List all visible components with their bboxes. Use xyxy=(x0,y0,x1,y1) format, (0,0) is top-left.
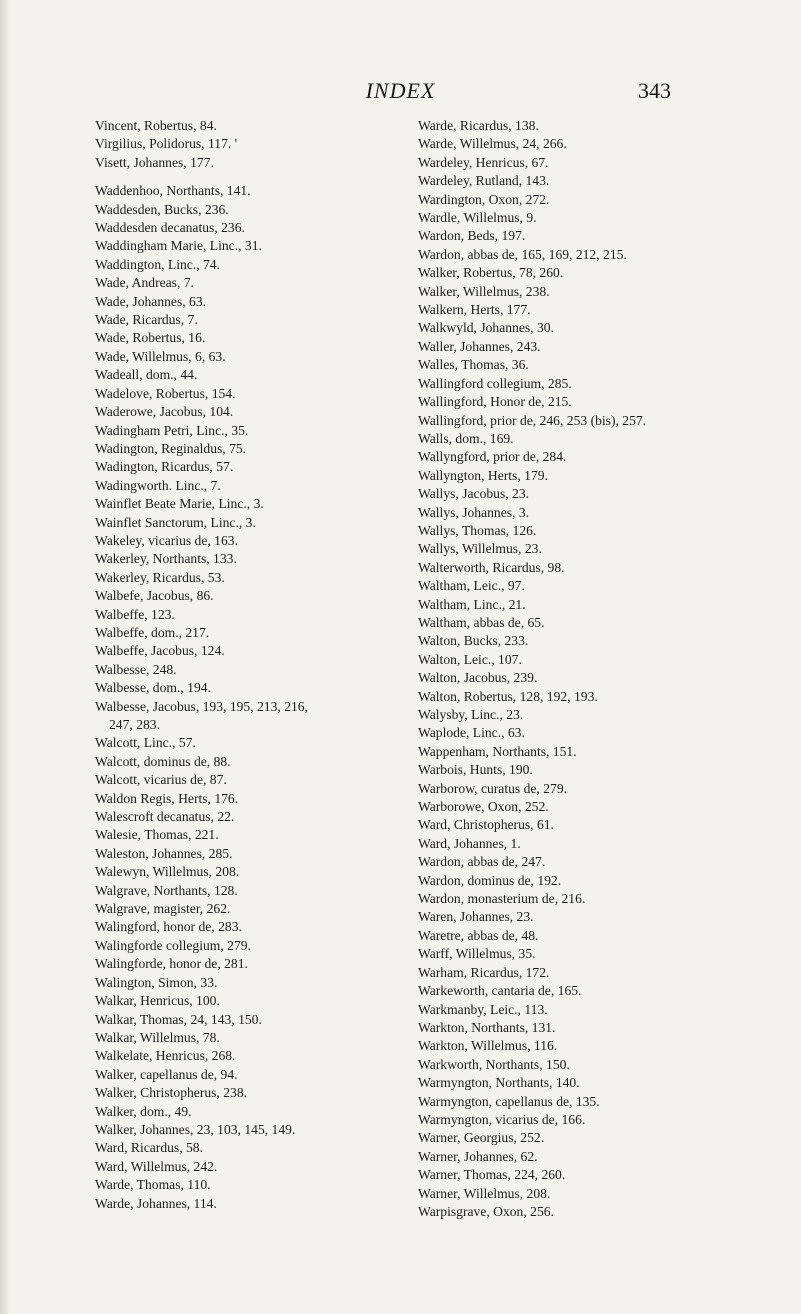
index-entry: Wallys, Thomas, 126. xyxy=(418,522,537,538)
index-entry: Walker, Christopherus, 238. xyxy=(95,1085,248,1101)
index-entry: Walbesse, Jacobus, 193, 195, 213, 216, xyxy=(95,698,308,714)
index-entry: Waddenhoo, Northants, 141. xyxy=(95,183,251,199)
index-entry: Walysby, Linc., 23. xyxy=(418,707,524,722)
index-entry: Wade, Ricardus, 7. xyxy=(95,312,198,328)
index-entry: Warkton, Willelmus, 116. xyxy=(418,1038,558,1054)
index-entry: Warner, Johannes, 62. xyxy=(418,1148,538,1164)
index-entry: Wadelove, Robertus, 154. xyxy=(95,385,236,401)
index-entry: Visett, Johannes, 177. xyxy=(95,154,214,170)
index-entry: Wade, Robertus, 16. xyxy=(95,330,206,346)
index-entry: Wainflet Sanctorum, Linc., 3. xyxy=(95,514,256,530)
index-entry: Vincent, Robertus, 84. xyxy=(95,118,217,133)
index-entry: Walker, dom., 49. xyxy=(95,1103,192,1119)
running-title: INDEX xyxy=(365,78,436,103)
index-entry: 247, 283. xyxy=(109,717,160,732)
index-entry: Warmyngton, Northants, 140. xyxy=(418,1075,580,1091)
index-entry: Walbeffe, dom., 217. xyxy=(95,624,210,640)
index-entry: Warde, Johannes, 114. xyxy=(95,1195,217,1211)
index-entry: Warkeworth, cantaria de, 165. xyxy=(418,983,582,999)
index-entry: Walker, Johannes, 23, 103, 145, 149. xyxy=(95,1121,296,1137)
index-entry: Wadington, Reginaldus, 75. xyxy=(95,440,247,456)
index-entry: Warbois, Hunts, 190. xyxy=(418,762,533,778)
index-column-right xyxy=(418,117,748,1221)
index-entry: Warkworth, Northants, 150. xyxy=(418,1056,570,1072)
index-entry: Warde, Ricardus, 138. xyxy=(418,118,539,133)
index-entry: Ward, Ricardus, 58. xyxy=(95,1140,204,1156)
index-entry: Wallingford, Honor de, 215. xyxy=(418,394,572,410)
index-entry: Wardon, abbas de, 165, 169, 212, 215. xyxy=(418,246,627,262)
index-entry: Wallyngford, prior de, 284. xyxy=(418,449,567,465)
index-entry: Walles, Thomas, 36. xyxy=(418,357,529,373)
index-entry: Walbesse, dom., 194. xyxy=(95,680,211,696)
index-entry: Warpisgrave, Oxon, 256. xyxy=(418,1203,554,1219)
index-entry: Ward, Willelmus, 242. xyxy=(95,1158,218,1174)
index-entry: Warborowe, Oxon, 252. xyxy=(418,799,549,815)
index-entry: Waderowe, Jacobus, 104. xyxy=(95,404,234,420)
index-entry: Wardeley, Henricus, 67. xyxy=(418,154,549,170)
index-entry: Waltham, abbas de, 65. xyxy=(418,614,545,630)
index-entry: Waller, Johannes, 243. xyxy=(418,338,541,354)
index-entry: Walton, Leic., 107. xyxy=(418,651,522,667)
index-entry: Wardon, abbas de, 247. xyxy=(418,854,546,870)
index-entry: Wallys, Jacobus, 23. xyxy=(418,486,530,502)
index-entry: Waldon Regis, Herts, 176. xyxy=(95,790,239,806)
index-entry: Waddesden decanatus, 236. xyxy=(95,220,245,236)
index-entry: Warham, Ricardus, 172. xyxy=(418,964,550,980)
index-entry: Walewyn, Willelmus, 208. xyxy=(95,864,240,880)
index-entry: Walker, Willelmus, 238. xyxy=(418,283,550,299)
index-entry: Wadingworth. Linc., 7. xyxy=(95,477,221,493)
index-entry: Wardle, Willelmus, 9. xyxy=(418,210,537,226)
entry-gap xyxy=(95,172,405,182)
index-entry: Warde, Thomas, 110. xyxy=(95,1177,211,1193)
index-entry: Walton, Robertus, 128, 192, 193. xyxy=(418,688,598,704)
index-entry: Walcott, vicarius de, 87. xyxy=(95,772,227,788)
index-entry: Warner, Georgius, 252. xyxy=(418,1130,545,1146)
index-entry: Wade, Willelmus, 6, 63. xyxy=(95,348,226,364)
index-entry: Wallingford collegium, 285. xyxy=(418,375,572,391)
index-entry: Wadingham Petri, Linc., 35. xyxy=(95,422,249,438)
index-entry: Walkwyld, Johannes, 30. xyxy=(418,320,554,336)
index-entry: Waddington, Linc., 74. xyxy=(95,256,221,272)
index-entry: Wallingford, prior de, 246, 253 (bis), 257. xyxy=(418,412,647,428)
index-entry: Wadeall, dom., 44. xyxy=(95,367,198,383)
index-entry: Walkar, Henricus, 100. xyxy=(95,993,220,1009)
index-entry: Wakeley, vicarius de, 163. xyxy=(95,532,238,548)
index-entry: Walcott, dominus de, 88. xyxy=(95,753,231,769)
index-entry: Walescroft decanatus, 22. xyxy=(95,809,235,825)
index-entry: Waplode, Linc., 63. xyxy=(418,725,525,741)
index-entry: Waleston, Johannes, 285. xyxy=(95,845,233,861)
index-entry: Wade, Andreas, 7. xyxy=(95,275,194,291)
index-entry: Warkmanby, Leic., 113. xyxy=(418,1001,548,1017)
index-entry: Walker, Robertus, 78, 260. xyxy=(418,265,564,281)
page-number: 343 xyxy=(638,78,671,103)
index-entry: Wardington, Oxon, 272. xyxy=(418,191,550,207)
index-entry: Wakerley, Northants, 133. xyxy=(95,551,237,567)
index-entry: Waltham, Leic., 97. xyxy=(418,578,525,594)
index-entry: Wallys, Willelmus, 23. xyxy=(418,541,542,557)
index-entry: Ward, Christopherus, 61. xyxy=(418,817,554,833)
index-entry: Walcott, Linc., 57. xyxy=(95,735,196,751)
index-entry: Walls, dom., 169. xyxy=(418,430,514,446)
index-entry: Walbeffe, Jacobus, 124. xyxy=(95,643,225,659)
index-entry: Wardeley, Rutland, 143. xyxy=(418,173,550,189)
index-entry: Wardon, monasterium de, 216. xyxy=(418,891,586,907)
running-head xyxy=(0,78,801,102)
index-entry: Walbefe, Jacobus, 86. xyxy=(95,588,214,604)
index-entry: Walesie, Thomas, 221. xyxy=(95,827,219,843)
index-entry: Walbesse, 248. xyxy=(95,661,177,677)
index-entry: Wakerley, Ricardus, 53. xyxy=(95,569,225,585)
index-entry: Walton, Bucks, 233. xyxy=(418,633,529,649)
index-entry: Warner, Thomas, 224, 260. xyxy=(418,1167,566,1183)
index-entry: Warmyngton, vicarius de, 166. xyxy=(418,1111,586,1127)
index-entry: Walterworth, Ricardus, 98. xyxy=(418,559,565,575)
index-entry: Waltham, Linc., 21. xyxy=(418,596,526,612)
index-entry: Walker, capellanus de, 94. xyxy=(95,1066,238,1082)
index-entry: Warmyngton, capellanus de, 135. xyxy=(418,1093,600,1109)
index-entry: Wallyngton, Herts, 179. xyxy=(418,467,548,483)
index-entry: Waretre, abbas de, 48. xyxy=(418,927,539,943)
index-entry: Walgrave, Northants, 128. xyxy=(95,882,238,898)
index-entry: Wainflet Beate Marie, Linc., 3. xyxy=(95,496,264,512)
index-entry: Walington, Simon, 33. xyxy=(95,974,218,990)
index-entry: Wade, Johannes, 63. xyxy=(95,293,207,309)
index-entry: Walkern, Herts, 177. xyxy=(418,302,531,318)
index-entry: Wadington, Ricardus, 57. xyxy=(95,459,234,475)
index-entry: Walgrave, magister, 262. xyxy=(95,901,231,917)
index-entry: Warde, Willelmus, 24, 266. xyxy=(418,136,567,152)
index-entry: Warborow, curatus de, 279. xyxy=(418,780,568,796)
page-edge-shadow xyxy=(0,0,10,1314)
index-entry: Warff, Willelmus, 35. xyxy=(418,946,536,962)
index-column-left xyxy=(95,117,405,1213)
index-entry: Warkton, Northants, 131. xyxy=(418,1019,556,1035)
index-entry: Warner, Willelmus, 208. xyxy=(418,1185,551,1201)
index-entry: Wappenham, Northants, 151. xyxy=(418,743,577,759)
index-entry: Walkar, Willelmus, 78. xyxy=(95,1029,220,1045)
index-entry: Wardon, Beds, 197. xyxy=(418,228,526,244)
index-entry: Virgilius, Polidorus, 117. ' xyxy=(95,136,238,152)
index-entry: Walingforde, honor de, 281. xyxy=(95,956,248,972)
index-entry: Waddesden, Bucks, 236. xyxy=(95,201,229,217)
index-entry: Waren, Johannes, 23. xyxy=(418,909,534,925)
index-entry: Walton, Jacobus, 239. xyxy=(418,670,538,686)
index-entry: Wardon, dominus de, 192. xyxy=(418,872,562,888)
index-entry: Walingford, honor de, 283. xyxy=(95,919,242,935)
index-entry: Ward, Johannes, 1. xyxy=(418,835,521,851)
index-entry: Walbeffe, 123. xyxy=(95,606,175,622)
index-entry: Walkar, Thomas, 24, 143, 150. xyxy=(95,1011,262,1027)
index-entry: Walkelate, Henricus, 268. xyxy=(95,1048,236,1064)
index-entry: Walingforde collegium, 279. xyxy=(95,937,251,953)
index-entry: Waddingham Marie, Linc., 31. xyxy=(95,238,262,254)
index-entry: Wallys, Johannes, 3. xyxy=(418,504,530,520)
